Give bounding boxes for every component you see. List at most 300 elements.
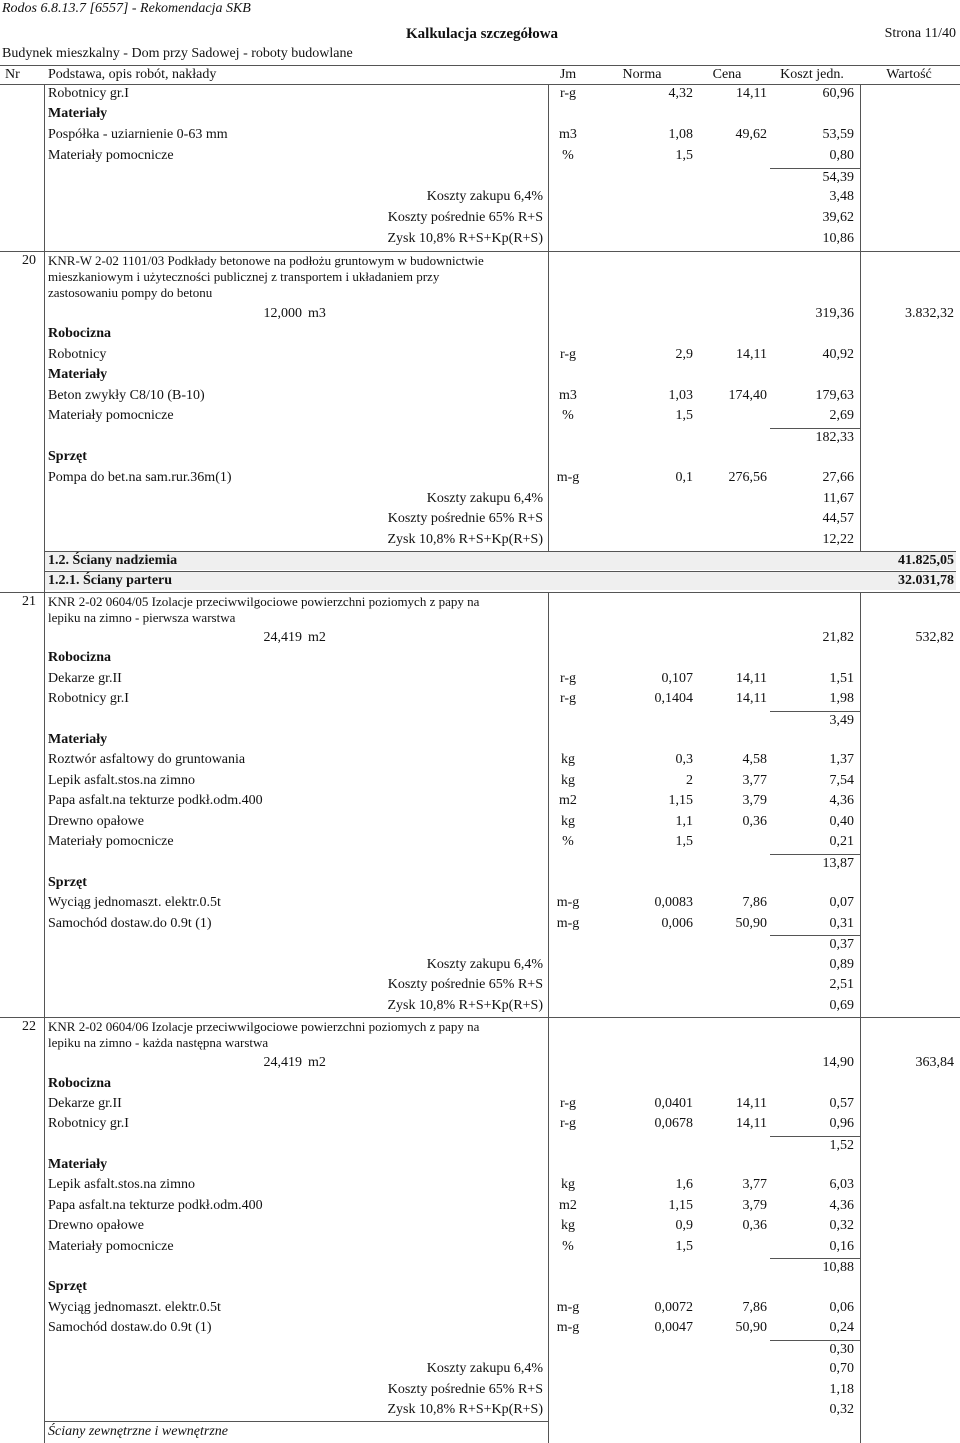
line-item-unit: %	[562, 408, 574, 423]
line-item-unit-cost: 60,96	[822, 86, 854, 101]
column-rule	[860, 230, 861, 251]
line-item-unit: r-g	[559, 347, 577, 362]
column-rule	[548, 670, 549, 690]
column-rule	[548, 251, 549, 305]
line-item-norm: 0,0401	[654, 1096, 693, 1111]
position-description-line: KNR 2-02 0604/06 Izolacje przeciwwilgociowe powierzchni poziomych z papy na	[48, 1019, 480, 1034]
group-rule	[44, 551, 956, 552]
column-rule	[860, 105, 861, 126]
line-item-unit: %	[562, 1239, 574, 1254]
page-number: Strona 11/40	[884, 26, 956, 41]
column-rule	[860, 1238, 861, 1258]
note-text: Ściany zewnętrzne i wewnętrzne	[48, 1424, 229, 1439]
column-rule	[860, 1176, 861, 1197]
line-item-unit: %	[562, 148, 574, 163]
column-rule	[860, 168, 861, 188]
line-item-price: 7,86	[742, 1300, 767, 1315]
column-rule	[860, 649, 861, 670]
line-item-price: 3,77	[742, 773, 767, 788]
section-label: Materiały	[48, 106, 108, 121]
line-item-norm: 4,32	[668, 86, 693, 101]
line-item-unit-cost: 4,36	[829, 793, 854, 808]
line-item-norm: 1,03	[668, 388, 693, 403]
line-item-price: 14,11	[736, 1096, 767, 1111]
col-jm: Jm	[559, 67, 577, 82]
column-rule	[548, 1136, 549, 1156]
overhead-label: Koszty zakupu 6,4%	[426, 957, 543, 972]
column-rule	[860, 1017, 861, 1054]
column-rule	[548, 915, 549, 935]
line-item-description: Robotnicy gr.I	[48, 1116, 129, 1131]
line-item-unit-cost: 0,31	[829, 916, 854, 931]
column-rule	[548, 1319, 549, 1340]
column-rule	[860, 1401, 861, 1421]
line-item-norm: 0,9	[675, 1218, 693, 1233]
column-rule	[860, 126, 861, 147]
column-rule	[860, 1095, 861, 1115]
section-label: Materiały	[48, 367, 108, 382]
col-desc: Podstawa, opis robót, nakłady	[48, 67, 217, 82]
position-value: 3.832,32	[905, 306, 954, 321]
line-item-norm: 0,1404	[654, 691, 693, 706]
position-description-line: lepiku na zimno - pierwsza warstwa	[48, 610, 236, 625]
position-description-line: KNR-W 2-02 1101/03 Podkłady betonowe na podłożu gruntowym w budownictwie	[48, 253, 484, 268]
line-item-description: Materiały pomocnicze	[48, 1239, 174, 1254]
line-item-price: 50,90	[735, 1320, 767, 1335]
line-item-unit-cost: 0,24	[829, 1320, 854, 1335]
column-rule	[860, 188, 861, 209]
column-rule	[860, 448, 861, 469]
line-item-unit: m2	[559, 1198, 577, 1213]
column-rule	[548, 1054, 549, 1075]
line-item-description: Samochód dostaw.do 0.9t (1)	[48, 916, 212, 931]
position-description	[48, 253, 548, 301]
subtotal-value: 0,30	[829, 1342, 854, 1357]
line-item-unit-cost: 4,36	[829, 1198, 854, 1213]
col-koszt: Koszt jedn.	[780, 67, 844, 82]
column-rule	[548, 209, 549, 230]
group-total: 41.825,05	[898, 553, 954, 568]
column-rule	[548, 366, 549, 387]
line-item-unit-cost: 0,32	[829, 1218, 854, 1233]
line-item-unit-cost: 40,92	[822, 347, 854, 362]
overhead-value: 10,86	[822, 231, 854, 246]
column-rule	[860, 854, 861, 874]
line-item-price: 14,11	[736, 1116, 767, 1131]
line-item-norm: 1,5	[675, 1239, 693, 1254]
position-unit-cost: 319,36	[815, 306, 854, 321]
line-item-description: Papa asfalt.na tekturze podkł.odm.400	[48, 1198, 263, 1213]
overhead-label: Koszty pośrednie 65% R+S	[387, 210, 543, 225]
subtotal-value: 0,37	[829, 937, 854, 952]
line-item-price: 14,11	[736, 86, 767, 101]
line-item-price: 7,86	[742, 895, 767, 910]
line-item-norm: 0,1	[675, 470, 693, 485]
line-item-unit: m2	[559, 793, 577, 808]
line-item-price: 14,11	[736, 691, 767, 706]
column-rule	[860, 1360, 861, 1381]
line-item-norm: 0,0678	[654, 1116, 693, 1131]
description-column-rule	[44, 85, 45, 1443]
column-rule	[548, 1176, 549, 1197]
overhead-label: Koszty pośrednie 65% R+S	[387, 977, 543, 992]
overhead-label: Zysk 10,8% R+S+Kp(R+S)	[387, 1402, 543, 1417]
position-number: 22	[22, 1019, 36, 1034]
line-item-norm: 0,0083	[654, 895, 693, 910]
column-rule	[548, 126, 549, 147]
column-rule	[860, 366, 861, 387]
line-item-description: Papa asfalt.na tekturze podkł.odm.400	[48, 793, 263, 808]
column-rule	[548, 1075, 549, 1095]
line-item-price: 4,58	[742, 752, 767, 767]
line-item-unit-cost: 0,40	[829, 814, 854, 829]
line-item-norm: 1,5	[675, 148, 693, 163]
line-item-unit: m-g	[556, 1300, 580, 1315]
column-rule	[860, 1197, 861, 1217]
column-rule	[548, 407, 549, 428]
column-rule	[860, 670, 861, 690]
position-quantity-unit: m3	[308, 306, 326, 321]
line-item-description: Lepik asfalt.stos.na zimno	[48, 773, 195, 788]
overhead-label: Koszty zakupu 6,4%	[426, 491, 543, 506]
col-cena: Cena	[712, 67, 742, 82]
subtotal-value: 182,33	[815, 430, 854, 445]
line-item-unit: m-g	[556, 895, 580, 910]
column-rule	[548, 1156, 549, 1176]
line-item-price: 49,62	[735, 127, 767, 142]
column-rule	[548, 448, 549, 469]
column-rule	[860, 751, 861, 772]
line-item-norm: 1,15	[668, 1198, 693, 1213]
overhead-value: 2,51	[829, 977, 854, 992]
column-rule	[860, 1278, 861, 1299]
column-rule	[548, 230, 549, 251]
column-rule	[860, 833, 861, 854]
column-rule	[860, 387, 861, 407]
position-description	[48, 1019, 548, 1051]
overhead-value: 0,89	[829, 957, 854, 972]
line-item-price: 0,36	[742, 814, 767, 829]
column-rule	[548, 1381, 549, 1401]
column-rule	[860, 813, 861, 833]
line-item-unit: r-g	[559, 86, 577, 101]
overhead-value: 12,22	[822, 532, 854, 547]
line-item-unit-cost: 0,07	[829, 895, 854, 910]
column-rule	[860, 1258, 861, 1278]
line-item-price: 3,79	[742, 1198, 767, 1213]
column-rule	[548, 531, 549, 551]
overhead-label: Koszty zakupu 6,4%	[426, 1361, 543, 1376]
line-item-unit: kg	[561, 752, 575, 767]
section-label: Robocizna	[48, 1076, 111, 1091]
column-rule	[548, 490, 549, 510]
column-rule	[860, 147, 861, 168]
project-name: Budynek mieszkalny - Dom przy Sadowej - roboty budowlane	[2, 46, 353, 61]
line-item-price: 276,56	[728, 470, 767, 485]
overhead-label: Zysk 10,8% R+S+Kp(R+S)	[387, 532, 543, 547]
position-description-line: zastosowaniu pompy do betonu	[48, 285, 213, 300]
col-norma: Norma	[622, 67, 662, 82]
position-quantity: 24,419	[263, 1055, 302, 1070]
line-item-unit-cost: 2,69	[829, 408, 854, 423]
position-number: 21	[22, 594, 36, 609]
group-rule	[44, 571, 956, 572]
column-rule	[548, 629, 549, 649]
column-rule	[548, 833, 549, 854]
line-item-norm: 1,5	[675, 834, 693, 849]
column-rule	[860, 976, 861, 997]
subtotal-value: 10,88	[822, 1260, 854, 1275]
line-item-description: Dekarze gr.II	[48, 671, 122, 686]
position-unit-cost: 14,90	[822, 1055, 854, 1070]
line-item-description: Robotnicy	[48, 347, 107, 362]
position-quantity: 24,419	[263, 630, 302, 645]
column-rule	[860, 792, 861, 813]
column-rule	[860, 1156, 861, 1176]
position-number: 20	[22, 253, 36, 268]
line-item-price: 14,11	[736, 671, 767, 686]
line-item-norm: 1,15	[668, 793, 693, 808]
column-rule	[860, 1381, 861, 1401]
line-item-description: Samochód dostaw.do 0.9t (1)	[48, 1320, 212, 1335]
line-item-description: Beton zwykły C8/10 (B-10)	[48, 388, 205, 403]
line-item-unit: m-g	[556, 916, 580, 931]
column-rule	[860, 1421, 861, 1443]
line-item-unit: m-g	[556, 1320, 580, 1335]
column-rule	[548, 792, 549, 813]
line-item-norm: 0,107	[661, 671, 693, 686]
overhead-label: Zysk 10,8% R+S+Kp(R+S)	[387, 231, 543, 246]
line-item-unit-cost: 1,98	[829, 691, 854, 706]
column-rule	[548, 147, 549, 168]
line-item-unit-cost: 0,06	[829, 1300, 854, 1315]
column-rule	[860, 305, 861, 325]
column-rule	[548, 997, 549, 1017]
column-rule	[860, 731, 861, 751]
line-item-norm: 1,6	[675, 1177, 693, 1192]
line-item-description: Robotnicy gr.I	[48, 86, 129, 101]
line-item-unit-cost: 0,16	[829, 1239, 854, 1254]
column-rule	[860, 629, 861, 649]
column-rule	[548, 188, 549, 209]
position-rule	[0, 592, 960, 593]
column-rule	[548, 874, 549, 894]
column-rule	[548, 1299, 549, 1319]
position-description-line: lepiku na zimno - każda następna warstwa	[48, 1035, 269, 1050]
column-rule	[860, 1299, 861, 1319]
column-rule	[548, 592, 549, 629]
column-rule	[860, 772, 861, 792]
group-header-band	[44, 571, 956, 590]
line-item-norm: 0,0072	[654, 1300, 693, 1315]
section-label: Sprzęt	[48, 449, 87, 464]
note-rule	[44, 1421, 548, 1422]
col-nr: Nr	[5, 67, 20, 82]
line-item-price: 3,77	[742, 1177, 767, 1192]
overhead-value: 1,18	[829, 1382, 854, 1397]
line-item-description: Robotnicy gr.I	[48, 691, 129, 706]
column-rule	[548, 731, 549, 751]
column-rule	[548, 1278, 549, 1299]
line-item-description: Drewno opałowe	[48, 1218, 145, 1233]
line-item-unit-cost: 1,37	[829, 752, 854, 767]
line-item-unit-cost: 0,57	[829, 1096, 854, 1111]
column-rule	[860, 85, 861, 105]
overhead-value: 0,69	[829, 998, 854, 1013]
position-unit-cost: 21,82	[822, 630, 854, 645]
column-rule	[860, 469, 861, 490]
line-item-unit: kg	[561, 773, 575, 788]
line-item-unit: r-g	[559, 1096, 577, 1111]
line-item-description: Wyciąg jednomaszt. elektr.0.5t	[48, 895, 221, 910]
column-rule	[860, 346, 861, 366]
line-item-norm: 1,5	[675, 408, 693, 423]
column-rule	[860, 915, 861, 935]
line-item-unit-cost: 1,51	[829, 671, 854, 686]
column-rule	[548, 1017, 549, 1054]
column-rule	[548, 1401, 549, 1421]
line-item-price: 50,90	[735, 916, 767, 931]
column-rule	[548, 813, 549, 833]
subtotal-value: 13,87	[822, 856, 854, 871]
position-rule	[0, 251, 960, 252]
overhead-label: Koszty pośrednie 65% R+S	[387, 511, 543, 526]
position-quantity-unit: m2	[308, 1055, 326, 1070]
column-rule	[860, 209, 861, 230]
column-rule	[548, 510, 549, 531]
line-item-unit: %	[562, 834, 574, 849]
column-rule	[548, 772, 549, 792]
line-item-unit-cost: 0,21	[829, 834, 854, 849]
column-rule	[860, 956, 861, 976]
position-value: 363,84	[915, 1055, 954, 1070]
column-rule	[548, 1340, 549, 1360]
position-quantity: 12,000	[263, 306, 302, 321]
overhead-value: 0,32	[829, 1402, 854, 1417]
column-rule	[860, 407, 861, 428]
section-label: Materiały	[48, 1157, 108, 1172]
column-rule	[548, 168, 549, 188]
overhead-label: Koszty zakupu 6,4%	[426, 189, 543, 204]
column-rule	[548, 935, 549, 956]
column-rule	[548, 956, 549, 976]
column-rule	[548, 1238, 549, 1258]
line-item-description: Pompa do bet.na sam.rur.36m(1)	[48, 470, 232, 485]
group-title: 1.2.1. Ściany parteru	[48, 573, 173, 588]
position-description	[48, 594, 548, 626]
line-item-unit: m3	[559, 388, 577, 403]
section-label: Sprzęt	[48, 875, 87, 890]
line-item-unit-cost: 53,59	[822, 127, 854, 142]
position-description-line: mieszkaniowym i użyteczności publicznej z transportem i układaniem przy	[48, 269, 440, 284]
column-rule	[860, 325, 861, 346]
subtotal-value: 3,49	[829, 713, 854, 728]
column-rule	[860, 1319, 861, 1340]
column-rule	[548, 1360, 549, 1381]
column-rule	[860, 1115, 861, 1136]
group-header-band	[44, 551, 956, 570]
overhead-value: 39,62	[822, 210, 854, 225]
column-rule	[548, 649, 549, 670]
section-label: Robocizna	[48, 650, 111, 665]
column-rule	[860, 997, 861, 1017]
overhead-value: 0,70	[829, 1361, 854, 1376]
column-rule	[548, 1115, 549, 1136]
column-rule	[548, 428, 549, 448]
line-item-description: Dekarze gr.II	[48, 1096, 122, 1111]
subtotal-value: 54,39	[822, 170, 854, 185]
section-label: Materiały	[48, 732, 108, 747]
column-rule	[860, 1136, 861, 1156]
column-rule	[860, 531, 861, 551]
line-item-unit: r-g	[559, 691, 577, 706]
column-rule	[548, 346, 549, 366]
position-rule	[0, 1017, 960, 1018]
line-item-price: 0,36	[742, 1218, 767, 1233]
column-rule	[548, 387, 549, 407]
line-item-description: Materiały pomocnicze	[48, 408, 174, 423]
line-item-norm: 0,3	[675, 752, 693, 767]
subtotal-value: 1,52	[829, 1138, 854, 1153]
column-rule	[548, 85, 549, 105]
column-rule	[860, 1340, 861, 1360]
overhead-label: Zysk 10,8% R+S+Kp(R+S)	[387, 998, 543, 1013]
position-value: 532,82	[915, 630, 954, 645]
line-item-norm: 1,1	[675, 814, 693, 829]
position-quantity-unit: m2	[308, 630, 326, 645]
line-item-unit: kg	[561, 814, 575, 829]
column-rule	[860, 490, 861, 510]
line-item-description: Wyciąg jednomaszt. elektr.0.5t	[48, 1300, 221, 1315]
line-item-description: Drewno opałowe	[48, 814, 145, 829]
line-item-unit-cost: 0,96	[829, 1116, 854, 1131]
line-item-unit: kg	[561, 1177, 575, 1192]
column-rule	[548, 469, 549, 490]
line-item-unit-cost: 27,66	[822, 470, 854, 485]
line-item-unit-cost: 7,54	[829, 773, 854, 788]
column-rule	[860, 592, 861, 629]
line-item-description: Materiały pomocnicze	[48, 148, 174, 163]
line-item-description: Lepik asfalt.stos.na zimno	[48, 1177, 195, 1192]
column-rule	[548, 105, 549, 126]
line-item-norm: 2	[686, 773, 693, 788]
line-item-unit-cost: 0,80	[829, 148, 854, 163]
line-item-unit: m-g	[556, 470, 580, 485]
column-rule	[860, 894, 861, 915]
group-total: 32.031,78	[898, 573, 954, 588]
column-rule	[860, 510, 861, 531]
line-item-description: Materiały pomocnicze	[48, 834, 174, 849]
column-rule	[548, 1421, 549, 1443]
column-rule	[860, 874, 861, 894]
line-item-unit: r-g	[559, 671, 577, 686]
document-title: Kalkulacja szczegółowa	[406, 26, 559, 42]
position-description-line: KNR 2-02 0604/05 Izolacje przeciwwilgociowe powierzchni poziomych z papy na	[48, 594, 480, 609]
column-rule	[548, 1197, 549, 1217]
column-rule	[548, 1217, 549, 1238]
column-rule	[548, 751, 549, 772]
overhead-value: 11,67	[823, 491, 854, 506]
col-wartosc: Wartość	[886, 67, 932, 82]
line-item-norm: 1,08	[668, 127, 693, 142]
line-item-norm: 0,006	[661, 916, 693, 931]
column-rule	[548, 690, 549, 711]
section-label: Sprzęt	[48, 1279, 87, 1294]
column-rule	[548, 305, 549, 325]
column-rule	[548, 976, 549, 997]
line-item-unit-cost: 179,63	[815, 388, 854, 403]
column-rule	[860, 690, 861, 711]
